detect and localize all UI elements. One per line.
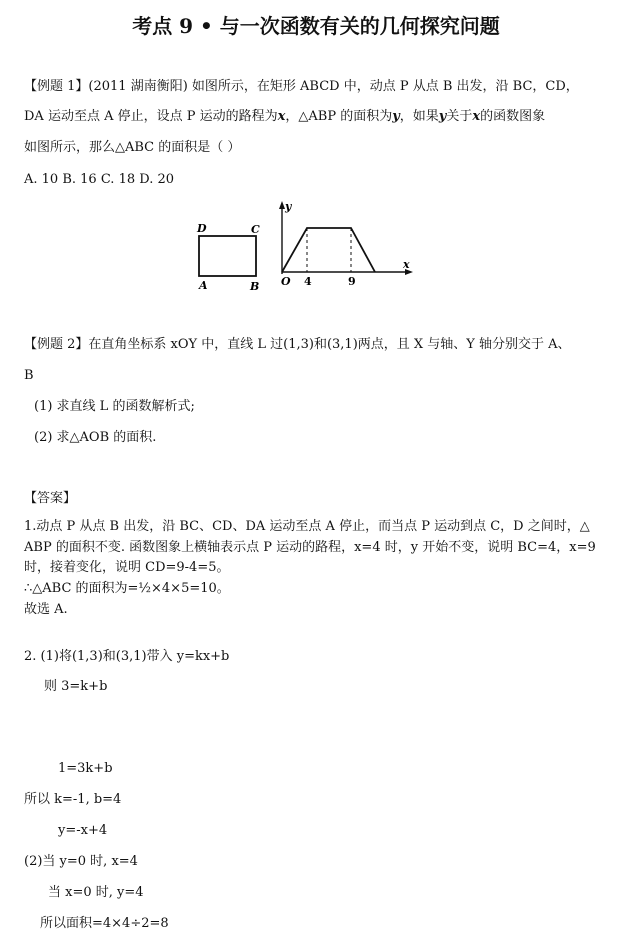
example2-line2: B bbox=[24, 368, 34, 383]
example1-options: A. 10 B. 16 C. 18 D. 20 bbox=[24, 172, 175, 187]
axis-y-label: y bbox=[285, 200, 292, 213]
label-b: B bbox=[250, 280, 260, 293]
example1-line2-a: DA 运动至点 A 停止，设点 P 运动的路程为 bbox=[24, 109, 278, 124]
answer2-line4: 所以 k=-1, b=4 bbox=[24, 792, 122, 807]
answer1-line4: ∴△ABC 的面积为=½×4×5=10。 bbox=[24, 581, 230, 596]
answer2-line8: 所以面积=4×4÷2=8 bbox=[40, 916, 169, 931]
answer2-line5: y=-x+4 bbox=[58, 823, 108, 838]
function-graph bbox=[272, 198, 422, 294]
x-variable-2: x bbox=[472, 109, 481, 124]
answer2-line3: 1=3k+b bbox=[58, 761, 113, 776]
answer1-line3: 时，接着变化，说明 CD=9-4=5。 bbox=[24, 560, 230, 575]
example1-line2-b: ，△ABP 的面积为 bbox=[285, 109, 393, 124]
example1-line1: 【例题 1】(2011 湖南衡阳) 如图所示，在矩形 ABCD 中，动点 P 从点 B 出发，沿 BC，CD， bbox=[24, 79, 579, 94]
answer2-line1: 2. (1)将(1,3)和(3,1)带入 y=kx+b bbox=[24, 649, 230, 664]
answer-heading: 【答案】 bbox=[24, 491, 77, 506]
y-variable-2: y bbox=[438, 109, 447, 124]
tick-4-label: 4 bbox=[304, 275, 312, 288]
trapezoid-graph-line bbox=[282, 228, 375, 272]
x-variable: x bbox=[277, 109, 286, 124]
rectangle-abcd bbox=[199, 236, 256, 276]
rectangle-figure bbox=[190, 218, 270, 294]
answer2-line6: (2)当 y=0 时, x=4 bbox=[24, 854, 138, 869]
example1-line2-d: 关于 bbox=[446, 109, 473, 124]
answer2-line7: 当 x=0 时, y=4 bbox=[48, 885, 144, 900]
answer2-line2: 则 3=k+b bbox=[44, 679, 108, 694]
y-variable: y bbox=[392, 109, 400, 124]
answer1-line2: ABP 的面积不变. 函数图象上横轴表示点 P 运动的路程，x=4 时，y 开始不变，说明 BC=4，x=9 bbox=[24, 540, 596, 555]
example2-line1: 【例题 2】在直角坐标系 xOY 中，直线 L 过(1,3)和(3,1)两点，且 X 与轴、Y 轴分别交于 A、 bbox=[24, 337, 571, 352]
example1-line2-c: ，如果 bbox=[399, 109, 439, 124]
example1-line2-e: 的函数图象 bbox=[480, 109, 546, 124]
origin-label: O bbox=[281, 275, 291, 288]
example2-question1: (1) 求直线 L 的函数解析式; bbox=[34, 399, 195, 414]
label-d: D bbox=[197, 222, 207, 235]
answer1-line1: 1.动点 P 从点 B 出发，沿 BC、CD、DA 运动至点 A 停止，而当点 P 运动到点 C，D 之间时，△ bbox=[24, 519, 590, 534]
axis-x-label: x bbox=[403, 258, 410, 271]
label-c: C bbox=[251, 223, 260, 236]
answer1-line5: 故选 A. bbox=[24, 602, 68, 617]
example1-line2 bbox=[24, 108, 545, 126]
page-title: 考点 9 • 与一次函数有关的几何探究问题 bbox=[132, 14, 500, 38]
example2-question2: (2) 求△AOB 的面积. bbox=[34, 430, 157, 445]
example1-line3: 如图所示，那么△ABC 的面积是（ ） bbox=[24, 140, 241, 155]
tick-9-label: 9 bbox=[348, 275, 356, 288]
label-a: A bbox=[199, 279, 208, 292]
